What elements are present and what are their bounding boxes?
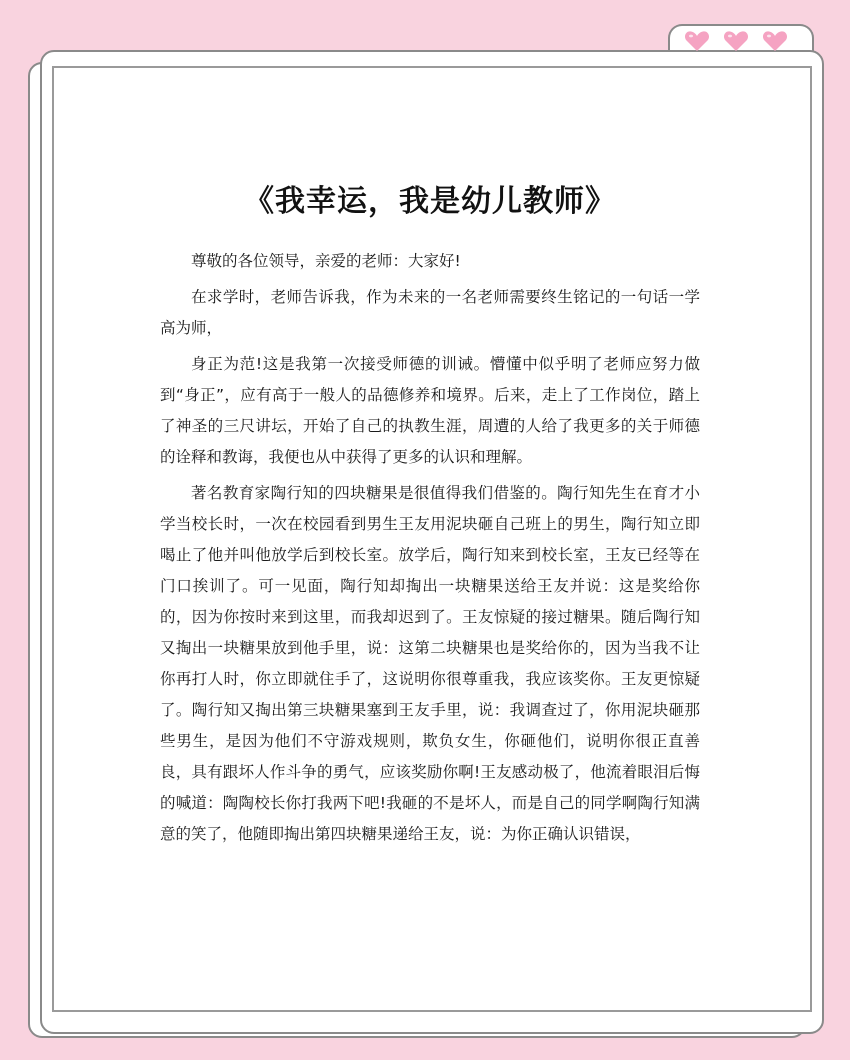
article-title: 《我幸运，我是幼儿教师》 — [244, 184, 616, 219]
folder-tab-join — [670, 52, 810, 64]
article-paragraph: 身正为范!这是我第一次接受师德的训诫。懵懂中似乎明了老师应努力做到“身正”，应有高于一般人的品德修养和境界。后来，走上了工作岗位，踏上了神圣的三尺讲坛，开始了自己的执教生涯，周遭的人给了我更多的关于师德的诠释和教诲，我便也从中获得了更多的认识和理解。 — [160, 355, 700, 466]
article-paragraph-greeting: 尊敬的各位领导，亲爱的老师：大家好! — [191, 252, 461, 270]
article-paragraph: 在求学时，老师告诉我，作为未来的一名老师需要终生铭记的一句话一学高为师， — [160, 288, 700, 337]
heart-icon — [762, 30, 788, 52]
article — [160, 160, 700, 855]
article-paragraph: 著名教育家陶行知的四块糖果是很值得我们借鉴的。陶行知先生在育才小学当校长时，一次在校园看到男生王友用泥块砸自己班上的男生，陶行知立即喝止了他并叫他放学后到校长室。放学后，陶行知来到校长室，王友已经等在门口挨训了。可一见面，陶行知却掏出一块糖果送给王友并说：这是奖给你的，因为你按时来到这里，而我却迟到了。王友惊疑的接过糖果。随后陶行知又掏出一块糖果放到他手里，说：这第二块糖果也是奖给你的，因为当我不让你再打人时，你立即就住手了，这说明你很尊重我，我应该奖你。王友更惊疑了。陶行知又掏出第三块糖果塞到王友手里，说：我调查过了，你用泥块砸那些男生，是因为他们不守游戏规则，欺负女生，你砸他们，说明你很正直善良，具有跟坏人作斗争的勇气，应该奖励你啊!王友感动极了，他流着眼泪后悔的喊道：陶陶校长你打我两下吧!我砸的不是坏人，而是自己的同学啊陶行知满意的笑了，他随即掏出第四块糖果递给王友，说：为你正确认识错误， — [160, 484, 700, 843]
heart-icon — [723, 30, 749, 52]
heart-icon — [684, 30, 710, 52]
